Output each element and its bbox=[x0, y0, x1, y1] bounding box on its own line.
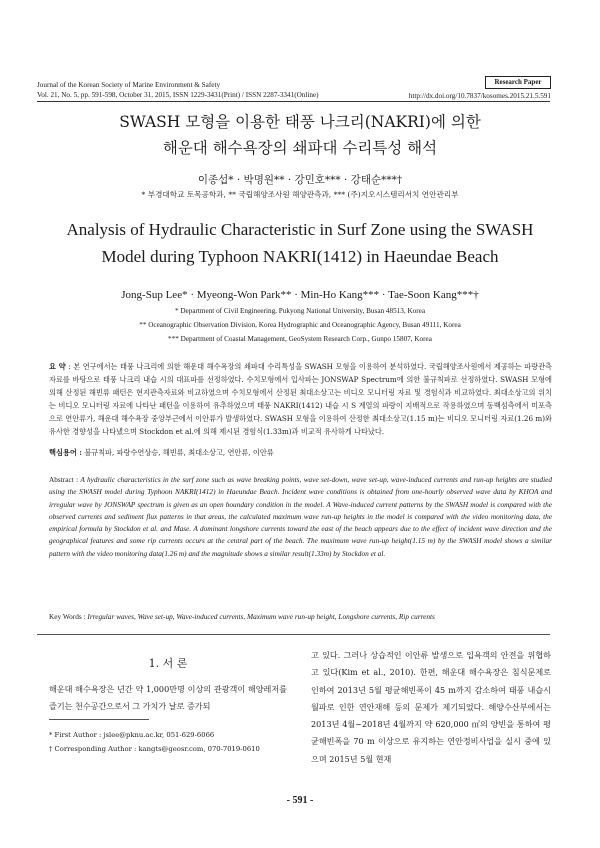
body-text-right-column: 고 있다. 그러나 상습적인 이안류 발생으로 입욕객의 안전을 위협하고 있다(Kim et al., 2010). 한편, 해운대 해수욕장은 침식문제로 인하여 2013년 5월 평균해빈폭이 45 m까지 감소하여 태풍 내습시 월파로 인한 연안재해 등의 문제가 제기되었다. 해양수산부에서는 2013년 4월∼2018년 4월까지 약 620,000 ㎥의 양빈을 통하여 평균해빈폭을 70 m 이상으로 유지하는 연안정비사업을 실시 중에 있으며 2015년 5월 현재 bbox=[311, 650, 551, 764]
keywords-english bbox=[49, 612, 552, 621]
doi-link[interactable]: http://dx.doi.org/10.7837/kosomes.2015.21.5.591 bbox=[408, 92, 551, 100]
research-paper-badge: Research Paper bbox=[485, 76, 551, 89]
keywords-korean-text: 불규칙파, 파랑수연상승, 해빈류, 최대소상고, 연안류, 이안류 bbox=[81, 448, 274, 457]
header-divider bbox=[37, 101, 550, 102]
abstract-korean bbox=[49, 361, 552, 438]
footnote-corresponding-author: † Corresponding Author : kangts@geosr.com, 070-7019-0610 bbox=[49, 745, 260, 753]
abstract-english-label: Abstract : bbox=[49, 475, 79, 484]
title-english-line1: Analysis of Hydraulic Characteristic in Surf Zone using the SWASH bbox=[66, 220, 534, 239]
title-korean-line1: SWASH 모형을 이용한 태풍 나크리(NAKRI)에 의한 bbox=[119, 113, 481, 131]
authors-english: Jong-Sup Lee* · Myeong-Won Park** · Min-Ho Kang*** · Tae-Soon Kang***† bbox=[121, 289, 479, 301]
keywords-korean-label: 핵심용어 : bbox=[49, 448, 82, 457]
title-korean-line2: 해운대 해수욕장의 쇄파대 수리특성 해석 bbox=[162, 139, 438, 157]
page-number: - 591 - bbox=[286, 795, 314, 806]
abstract-divider bbox=[37, 634, 550, 635]
journal-info bbox=[37, 80, 319, 100]
keywords-korean bbox=[49, 448, 552, 458]
title-english-line2: Model during Typhoon NAKRI(1412) in Haeundae Beach bbox=[101, 247, 499, 266]
keywords-english-text: Irregular waves, Wave set-up, Wave-induced currents, Maximum wave run-up height, Longshore currents, Rip currents bbox=[85, 612, 435, 621]
journal-volume: Vol. 21, No. 5, pp. 591-598, October 31, 2015, ISSN 1229-3431(Print) / ISSN 2287-3341(Online) bbox=[37, 91, 319, 99]
abstract-korean-text: : 본 연구에서는 태풍 나크리에 의한 해운대 해수욕장의 쇄파대 수리특성을 SWASH 모형을 이용하여 분석하였다. 국립해양조사원에서 제공하는 파랑관측자료를 바탕으로 태풍 나크리 내습 시의 대표파를 선정하였다. 수치모형에서 입사파는 JONSWAP Spectrum에 의한 불규칙파로 선정하였다. SWASH 모형에 의해 산정된 해빈류 패턴은 현지관측자료와 비교하였으며 수치모형에서 산정된 최대소상고는 비디오 모니터링 자료 및 경험식과 비교하였다. 최대소상고의 위치는 비디오 모니터링 자료에 나타난 패턴을 이용하여 유추하였으며 태풍 NAKRI(1412) 내습 시 S 계열의 파랑이 지배적으로 작용하였으며 동백섬측에서 미포측으로 연안류가, 해운대 해수욕장 중앙부근에서 이안류가 발생하였다. SWASH 모형을 이용하여 산정한 최대소상고(1.15 m)는 비디오 모니터링 자료(1.26 m)와 유사한 경향성을 나타냈으며 Stockdon et al.에 의해 제시된 경험식(1.33m)과 비교적 유사하게 나타났다. bbox=[49, 362, 552, 436]
authors-korean: 이종섭* · 박명원** · 강민호*** · 강태순***† bbox=[197, 174, 403, 186]
body-text-left-column: 해운대 해수욕장은 년간 약 1,000만명 이상의 관광객이 해양레저를 즐기는 천수공간으로서 그 가치가 날로 증가되 bbox=[49, 684, 287, 712]
footnote-divider bbox=[49, 719, 149, 720]
abstract-english bbox=[49, 474, 552, 560]
abstract-korean-label: 요 약 bbox=[49, 362, 66, 371]
affiliation-english-1: * Department of Civil Engineering, Pukyong National University, Busan 48513, Korea bbox=[174, 307, 426, 315]
journal-name: Journal of the Korean Society of Marine Environment & Safety bbox=[37, 81, 221, 89]
affiliations-korean: * 부경대학교 토목공학과, ** 국립해양조사원 해양관측과, *** (주)지오시스템리서치 연안관리부 bbox=[141, 190, 459, 199]
affiliation-english-2: ** Oceanographic Observation Division, Korea Hydrographic and Oceanographic Agency, Busan 49111, Korea bbox=[139, 321, 461, 329]
keywords-english-label: Key Words : bbox=[49, 612, 86, 621]
affiliation-english-3: *** Department of Coastal Management, GeoSystem Research Corp., Gunpo 15807, Korea bbox=[168, 335, 432, 343]
section-heading-introduction: 1. 서 론 bbox=[148, 657, 188, 670]
footnote-first-author: * First Author : jslee@pknu.ac.kr, 051-629-6066 bbox=[49, 731, 215, 739]
abstract-english-text: A hydraulic characteristics in the surf zone such as wave breaking points, wave set-down, wave set-up, wave-induced currents and run-up heights are studied using the SWASH model during Typhoon NAKRI(1412) in Haeundae Beach. Incident wave conditions is obtained from one-hourly observed wave data by KHOA and irregular wave by JONSWAP spectrum is given as an open boundary condition in the model. A Wave-induced current patterns by the SWASH model is compared with the observed currents and sediment flux patterns in that areas, the calculated maximum wave run-up heights in the model is compared with the video monitoring data, the empirical formula by Stockdon et al. and Mase. A dominant longshore currents toward the east of the beach appears due to the effect of incident wave direction and the geographical features and some rip currents occurs at the central part of the beach. The maximum wave run-up height(1.15 m) by the SWASH model shows a similar pattern with the video monitoring data(1.26 m) and the magnitude shows a similar result(1.33m) by Stockdon et al. bbox=[49, 475, 552, 558]
